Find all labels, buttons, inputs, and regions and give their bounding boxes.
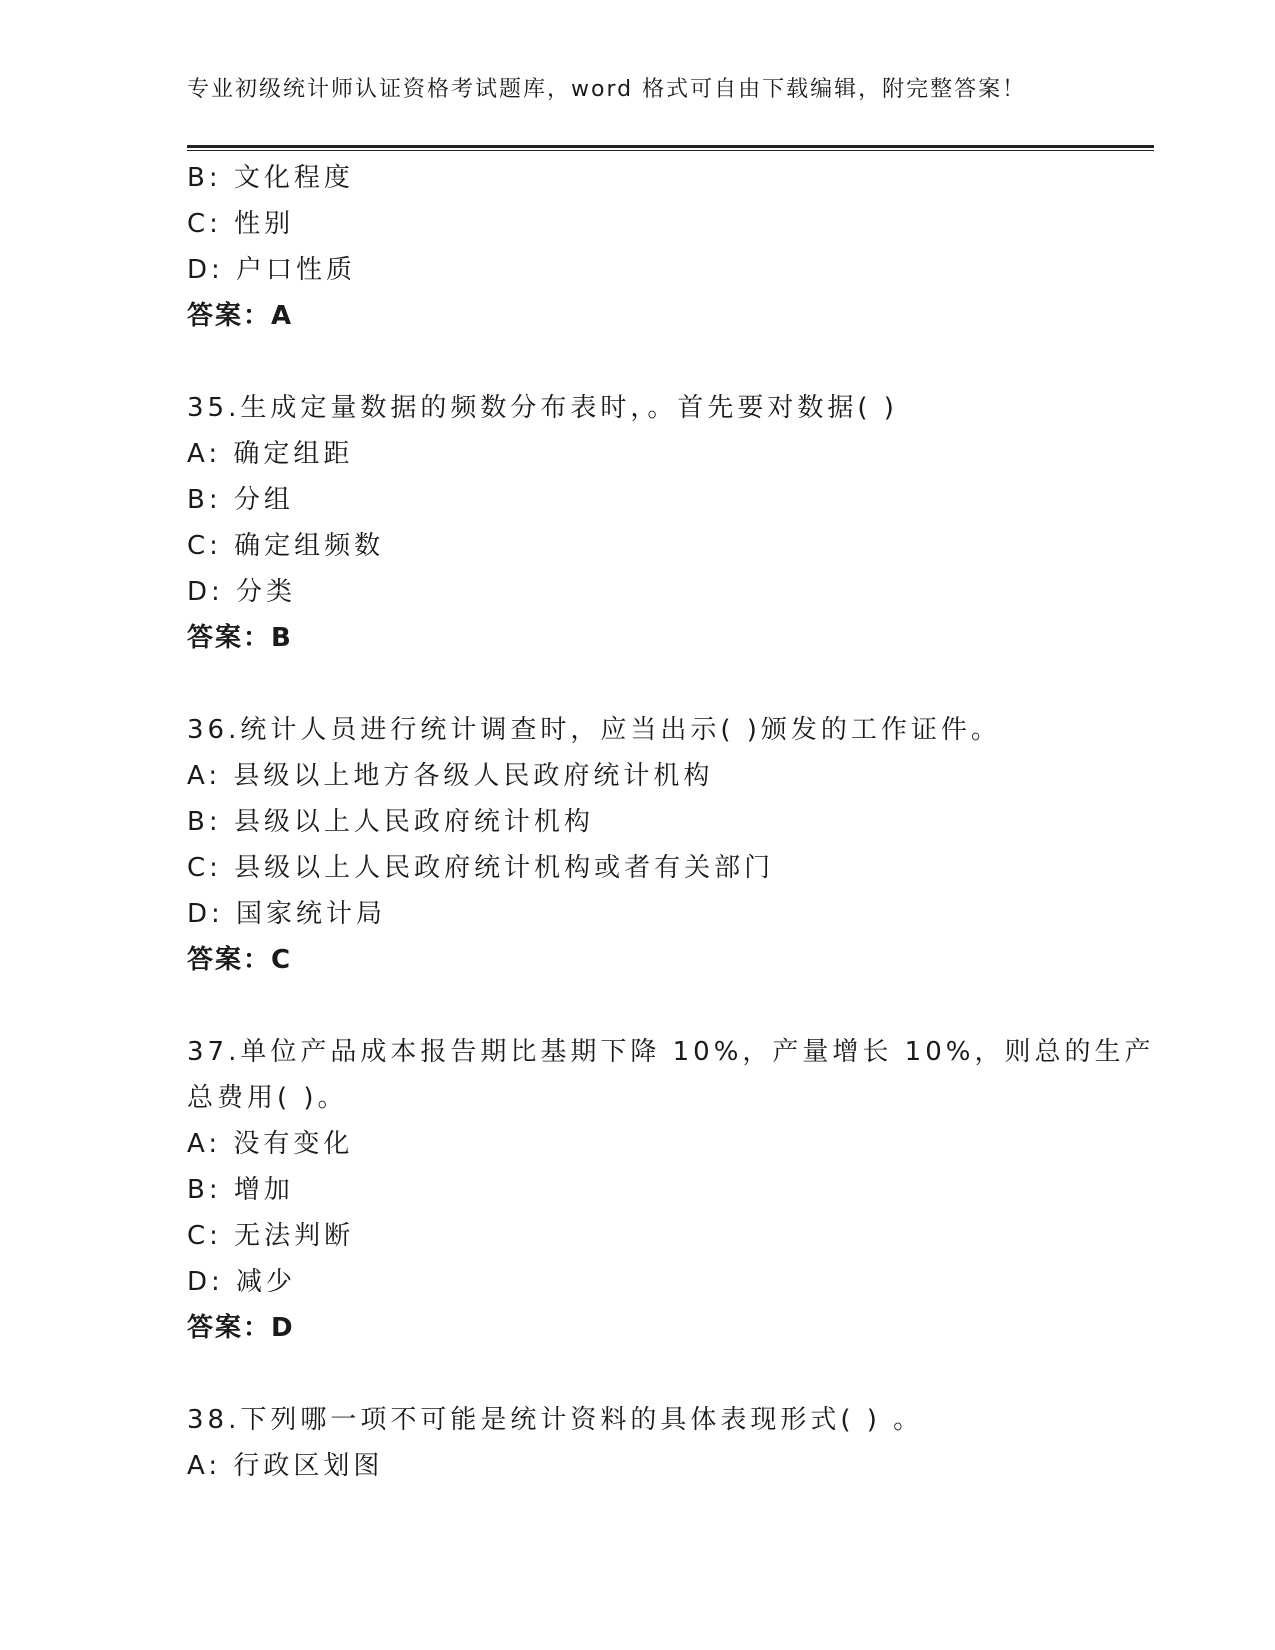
option-c: C: 无法判断	[187, 1221, 355, 1251]
spacer	[187, 983, 1087, 1029]
option-d: D: 国家统计局	[187, 899, 387, 929]
spacer	[187, 661, 1087, 707]
option-c: C: 性别	[187, 209, 295, 239]
question-list	[187, 155, 1155, 1489]
option-a: A: 行政区划图	[187, 1451, 384, 1481]
question-37-cont: 总费用( )。	[187, 1083, 348, 1113]
option-c: C: 县级以上人民政府统计机构或者有关部门	[187, 853, 775, 883]
header-rule	[187, 145, 1154, 148]
spacer	[187, 1351, 1087, 1397]
option-c: C: 确定组频数	[187, 531, 385, 561]
question-36: 36.统计人员进行统计调查时，应当出示( )颁发的工作证件。	[187, 715, 1001, 745]
option-a: A: 县级以上地方各级人民政府统计机构	[187, 761, 714, 791]
question-37: 37.单位产品成本报告期比基期下降 10%，产量增长 10%，则总的生产	[187, 1037, 1155, 1067]
header-rule-thin	[187, 150, 1154, 151]
option-a: A: 没有变化	[187, 1129, 354, 1159]
option-d: D: 分类	[187, 577, 297, 607]
option-a: A: 确定组距	[187, 439, 354, 469]
answer: 答案：D	[187, 1313, 295, 1343]
page-header: 专业初级统计师认证资格考试题库，word 格式可自由下载编辑，附完整答案！	[187, 77, 1027, 102]
option-b: B: 增加	[187, 1175, 294, 1205]
answer: 答案：A	[187, 301, 294, 331]
answer: 答案：C	[187, 945, 293, 975]
option-d: D: 户口性质	[187, 255, 357, 285]
option-b: B: 文化程度	[187, 163, 354, 193]
option-b: B: 县级以上人民政府统计机构	[187, 807, 594, 837]
question-35: 35.生成定量数据的频数分布表时，。首先要对数据( )	[187, 393, 898, 423]
answer: 答案：B	[187, 623, 293, 653]
question-38: 38.下列哪一项不可能是统计资料的具体表现形式( ) 。	[187, 1405, 924, 1435]
spacer	[187, 339, 1087, 385]
option-b: B: 分组	[187, 485, 294, 515]
option-d: D: 减少	[187, 1267, 297, 1297]
